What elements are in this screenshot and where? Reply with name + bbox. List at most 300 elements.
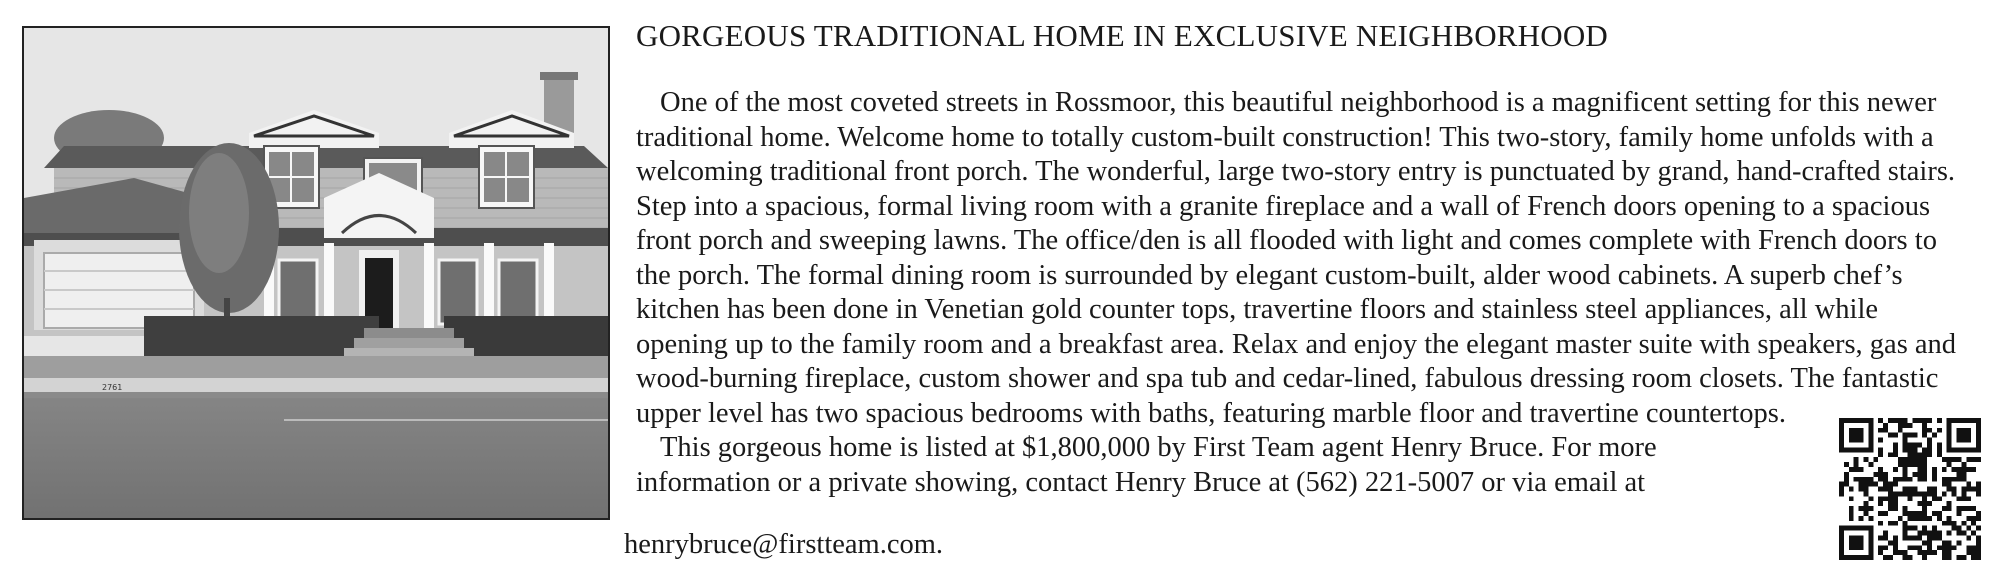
qr-module: [1917, 472, 1922, 477]
qr-module: [1961, 555, 1966, 560]
qr-module: [1888, 506, 1893, 511]
qr-module: [1898, 516, 1903, 521]
qr-module: [1966, 433, 1971, 438]
qr-module: [1947, 477, 1952, 482]
qr-module: [1976, 418, 1981, 423]
qr-module: [1878, 428, 1883, 433]
qr-module: [1903, 472, 1908, 477]
qr-module: [1957, 540, 1962, 545]
qr-module: [1903, 477, 1908, 482]
qr-module: [1922, 555, 1927, 560]
qr-module: [1893, 496, 1898, 501]
qr-module: [1868, 462, 1873, 467]
qr-module: [1863, 506, 1868, 511]
qr-module: [1854, 433, 1859, 438]
qr-module: [1859, 526, 1864, 531]
qr-module: [1957, 506, 1962, 511]
qr-module: [1883, 482, 1888, 487]
qr-module: [1863, 447, 1868, 452]
qr-module: [1844, 472, 1849, 477]
qr-module: [1961, 438, 1966, 443]
qr-code-icon[interactable]: [1839, 418, 1981, 560]
curb-house-number: 2761: [102, 383, 123, 392]
qr-module: [1849, 487, 1854, 492]
qr-module: [1976, 423, 1981, 428]
qr-module: [1839, 545, 1844, 550]
qr-module: [1922, 491, 1927, 496]
qr-module: [1878, 501, 1883, 506]
qr-module: [1961, 418, 1966, 423]
qr-module: [1868, 442, 1873, 447]
qr-module: [1893, 482, 1898, 487]
qr-module: [1952, 418, 1957, 423]
qr-module: [1922, 496, 1927, 501]
qr-module: [1971, 487, 1976, 492]
qr-module: [1922, 472, 1927, 477]
qr-module: [1893, 477, 1898, 482]
qr-module: [1854, 418, 1859, 423]
qr-module: [1878, 418, 1883, 423]
qr-module: [1966, 467, 1971, 472]
qr-module: [1898, 491, 1903, 496]
qr-module: [1966, 487, 1971, 492]
qr-module: [1839, 540, 1844, 545]
qr-module: [1927, 418, 1932, 423]
qr-module: [1912, 511, 1917, 516]
qr-module: [1903, 457, 1908, 462]
qr-module: [1961, 447, 1966, 452]
qr-module: [1839, 491, 1844, 496]
qr-module: [1932, 550, 1937, 555]
qr-module: [1966, 526, 1971, 531]
qr-module: [1908, 545, 1913, 550]
qr-module: [1937, 511, 1942, 516]
qr-module: [1903, 487, 1908, 492]
qr-module: [1908, 555, 1913, 560]
qr-module: [1893, 447, 1898, 452]
qr-module: [1839, 550, 1844, 555]
qr-module: [1947, 433, 1952, 438]
qr-module: [1854, 555, 1859, 560]
qr-module: [1961, 496, 1966, 501]
qr-module: [1947, 516, 1952, 521]
qr-module: [1903, 555, 1908, 560]
qr-module: [1976, 447, 1981, 452]
qr-module: [1971, 467, 1976, 472]
qr-module: [1888, 418, 1893, 423]
qr-module: [1937, 442, 1942, 447]
qr-module: [1898, 428, 1903, 433]
qr-module: [1854, 438, 1859, 443]
qr-module: [1932, 487, 1937, 492]
qr-module: [1883, 511, 1888, 516]
qr-module: [1912, 545, 1917, 550]
qr-module: [1898, 462, 1903, 467]
qr-module: [1922, 423, 1927, 428]
qr-module: [1868, 423, 1873, 428]
qr-module: [1952, 477, 1957, 482]
qr-module: [1908, 477, 1913, 482]
qr-module: [1903, 511, 1908, 516]
qr-module: [1868, 506, 1873, 511]
qr-module: [1947, 423, 1952, 428]
qr-module: [1859, 482, 1864, 487]
qr-module: [1878, 521, 1883, 526]
qr-module: [1868, 531, 1873, 536]
qr-module: [1863, 491, 1868, 496]
qr-module: [1932, 511, 1937, 516]
qr-module: [1912, 487, 1917, 492]
qr-module: [1903, 526, 1908, 531]
qr-module: [1908, 491, 1913, 496]
qr-module: [1932, 526, 1937, 531]
qr-module: [1971, 516, 1976, 521]
qr-module: [1976, 516, 1981, 521]
qr-module: [1917, 457, 1922, 462]
qr-module: [1893, 506, 1898, 511]
qr-module: [1878, 477, 1883, 482]
qr-module: [1927, 447, 1932, 452]
qr-module: [1966, 418, 1971, 423]
qr-module: [1883, 496, 1888, 501]
qr-module: [1888, 496, 1893, 501]
qr-module: [1849, 526, 1854, 531]
qr-module: [1952, 457, 1957, 462]
qr-module: [1849, 447, 1854, 452]
qr-module: [1888, 521, 1893, 526]
qr-module: [1859, 540, 1864, 545]
qr-module: [1908, 516, 1913, 521]
qr-module: [1961, 491, 1966, 496]
qr-module: [1947, 550, 1952, 555]
qr-module: [1859, 438, 1864, 443]
qr-module: [1947, 506, 1952, 511]
qr-module: [1849, 555, 1854, 560]
listing-contact-text: This gorgeous home is listed at $1,800,000 by First Team agent Henry Bruce. For more information or a private showing, contact Henry Bruce at (562) 221-5007 or via email at: [636, 432, 1657, 498]
qr-module: [1893, 467, 1898, 472]
qr-module: [1859, 555, 1864, 560]
qr-module: [1932, 433, 1937, 438]
qr-module: [1961, 428, 1966, 433]
qr-module: [1952, 467, 1957, 472]
qr-module: [1947, 418, 1952, 423]
qr-module: [1922, 467, 1927, 472]
qr-module: [1957, 511, 1962, 516]
qr-module: [1922, 452, 1927, 457]
qr-module: [1912, 457, 1917, 462]
qr-module: [1898, 550, 1903, 555]
qr-module: [1942, 550, 1947, 555]
qr-module: [1859, 477, 1864, 482]
qr-module: [1888, 555, 1893, 560]
qr-module: [1942, 521, 1947, 526]
qr-module: [1976, 555, 1981, 560]
qr-module: [1893, 536, 1898, 541]
qr-module: [1908, 462, 1913, 467]
qr-module: [1966, 457, 1971, 462]
qr-module: [1966, 496, 1971, 501]
qr-module: [1912, 536, 1917, 541]
qr-module: [1922, 428, 1927, 433]
qr-module: [1917, 467, 1922, 472]
qr-module: [1878, 487, 1883, 492]
qr-module: [1863, 482, 1868, 487]
qr-module: [1878, 472, 1883, 477]
qr-module: [1839, 526, 1844, 531]
qr-module: [1903, 438, 1908, 443]
qr-module: [1961, 506, 1966, 511]
qr-module: [1927, 438, 1932, 443]
qr-module: [1873, 457, 1878, 462]
qr-module: [1908, 452, 1913, 457]
qr-module: [1839, 447, 1844, 452]
qr-module: [1883, 423, 1888, 428]
qr-module: [1957, 418, 1962, 423]
qr-module: [1912, 516, 1917, 521]
qr-module: [1893, 501, 1898, 506]
qr-module: [1893, 550, 1898, 555]
qr-module: [1927, 536, 1932, 541]
qr-module: [1952, 521, 1957, 526]
qr-module: [1942, 467, 1947, 472]
qr-module: [1908, 442, 1913, 447]
qr-module: [1883, 472, 1888, 477]
qr-module: [1917, 536, 1922, 541]
qr-module: [1922, 506, 1927, 511]
qr-module: [1839, 531, 1844, 536]
qr-module: [1839, 555, 1844, 560]
qr-module: [1868, 433, 1873, 438]
qr-module: [1976, 491, 1981, 496]
qr-module: [1868, 496, 1873, 501]
qr-module: [1957, 457, 1962, 462]
qr-module: [1859, 516, 1864, 521]
qr-module: [1839, 423, 1844, 428]
qr-module: [1947, 482, 1952, 487]
qr-module: [1961, 487, 1966, 492]
qr-module: [1952, 545, 1957, 550]
qr-module: [1908, 511, 1913, 516]
qr-module: [1893, 545, 1898, 550]
qr-module: [1912, 452, 1917, 457]
qr-module: [1947, 447, 1952, 452]
qr-module: [1903, 506, 1908, 511]
qr-module: [1942, 482, 1947, 487]
qr-module: [1961, 462, 1966, 467]
qr-module: [1927, 545, 1932, 550]
qr-module: [1859, 487, 1864, 492]
qr-module: [1863, 555, 1868, 560]
qr-module: [1903, 433, 1908, 438]
qr-module: [1942, 491, 1947, 496]
qr-module: [1971, 457, 1976, 462]
qr-module: [1976, 428, 1981, 433]
qr-module: [1922, 447, 1927, 452]
qr-module: [1927, 487, 1932, 492]
qr-module: [1957, 496, 1962, 501]
qr-module: [1878, 452, 1883, 457]
qr-module: [1971, 447, 1976, 452]
qr-module: [1868, 438, 1873, 443]
qr-module: [1893, 452, 1898, 457]
qr-module: [1859, 433, 1864, 438]
qr-module: [1839, 418, 1844, 423]
qr-module: [1903, 467, 1908, 472]
qr-module: [1976, 433, 1981, 438]
qr-module: [1878, 438, 1883, 443]
qr-module: [1966, 482, 1971, 487]
qr-module: [1844, 477, 1849, 482]
qr-module: [1868, 545, 1873, 550]
qr-module: [1971, 531, 1976, 536]
qr-module: [1878, 536, 1883, 541]
qr-module: [1957, 555, 1962, 560]
qr-module: [1927, 442, 1932, 447]
qr-module: [1893, 491, 1898, 496]
qr-module: [1917, 477, 1922, 482]
qr-module: [1971, 545, 1976, 550]
qr-module: [1912, 433, 1917, 438]
qr-module: [1893, 418, 1898, 423]
qr-module: [1863, 418, 1868, 423]
qr-module: [1859, 467, 1864, 472]
qr-module: [1957, 472, 1962, 477]
qr-module: [1961, 467, 1966, 472]
qr-module: [1952, 487, 1957, 492]
qr-module: [1878, 550, 1883, 555]
qr-module: [1937, 447, 1942, 452]
qr-module: [1863, 526, 1868, 531]
qr-module: [1883, 531, 1888, 536]
qr-module: [1912, 447, 1917, 452]
qr-module: [1927, 516, 1932, 521]
qr-module: [1927, 550, 1932, 555]
qr-module: [1839, 482, 1844, 487]
qr-module: [1917, 516, 1922, 521]
qr-module: [1863, 477, 1868, 482]
qr-module: [1937, 496, 1942, 501]
qr-module: [1849, 467, 1854, 472]
qr-module: [1917, 511, 1922, 516]
qr-module: [1957, 467, 1962, 472]
qr-module: [1927, 452, 1932, 457]
agent-email[interactable]: henrybruce@firstteam.com.: [624, 529, 944, 560]
qr-module: [1976, 442, 1981, 447]
qr-module: [1947, 521, 1952, 526]
qr-module: [1976, 550, 1981, 555]
qr-module: [1966, 516, 1971, 521]
qr-module: [1961, 472, 1966, 477]
qr-module: [1893, 521, 1898, 526]
qr-module: [1878, 511, 1883, 516]
qr-module: [1888, 482, 1893, 487]
qr-module: [1908, 457, 1913, 462]
qr-module: [1971, 418, 1976, 423]
qr-module: [1844, 555, 1849, 560]
qr-module: [1942, 477, 1947, 482]
qr-module: [1854, 540, 1859, 545]
qr-module: [1893, 540, 1898, 545]
qr-module: [1947, 501, 1952, 506]
qr-module: [1917, 462, 1922, 467]
qr-module: [1917, 442, 1922, 447]
qr-module: [1932, 531, 1937, 536]
qr-module: [1947, 487, 1952, 492]
qr-module: [1854, 526, 1859, 531]
qr-module: [1849, 516, 1854, 521]
qr-module: [1868, 550, 1873, 555]
qr-module: [1849, 418, 1854, 423]
qr-module: [1868, 477, 1873, 482]
qr-module: [1957, 428, 1962, 433]
listing-photo: [22, 26, 610, 520]
qr-module: [1947, 462, 1952, 467]
qr-module: [1922, 418, 1927, 423]
qr-module: [1839, 536, 1844, 541]
qr-module: [1903, 491, 1908, 496]
qr-module: [1957, 447, 1962, 452]
qr-module: [1937, 428, 1942, 433]
qr-module: [1957, 526, 1962, 531]
qr-module: [1947, 545, 1952, 550]
qr-module: [1868, 447, 1873, 452]
qr-module: [1898, 418, 1903, 423]
qr-module: [1849, 433, 1854, 438]
qr-code-graphic: [1839, 418, 1981, 560]
qr-module: [1942, 545, 1947, 550]
qr-module: [1966, 545, 1971, 550]
qr-module: [1844, 482, 1849, 487]
qr-module: [1854, 428, 1859, 433]
qr-module: [1927, 491, 1932, 496]
qr-module: [1883, 555, 1888, 560]
qr-module: [1961, 433, 1966, 438]
qr-module: [1976, 457, 1981, 462]
qr-module: [1839, 487, 1844, 492]
qr-module: [1898, 423, 1903, 428]
qr-module: [1976, 482, 1981, 487]
qr-module: [1937, 545, 1942, 550]
qr-module: [1908, 487, 1913, 492]
qr-module: [1937, 516, 1942, 521]
qr-module: [1908, 526, 1913, 531]
qr-module: [1922, 433, 1927, 438]
qr-module: [1903, 447, 1908, 452]
qr-module: [1922, 531, 1927, 536]
qr-module: [1854, 447, 1859, 452]
qr-module: [1932, 496, 1937, 501]
qr-module: [1863, 487, 1868, 492]
qr-module: [1903, 550, 1908, 555]
qr-module: [1976, 487, 1981, 492]
qr-module: [1903, 423, 1908, 428]
qr-module: [1859, 428, 1864, 433]
qr-module: [1868, 540, 1873, 545]
qr-module: [1912, 526, 1917, 531]
qr-module: [1873, 472, 1878, 477]
qr-module: [1912, 472, 1917, 477]
qr-module: [1947, 438, 1952, 443]
qr-module: [1927, 428, 1932, 433]
qr-module: [1859, 536, 1864, 541]
qr-module: [1957, 438, 1962, 443]
qr-module: [1839, 433, 1844, 438]
qr-module: [1878, 447, 1883, 452]
qr-module: [1917, 545, 1922, 550]
qr-module: [1917, 531, 1922, 536]
qr-module: [1868, 482, 1873, 487]
qr-module: [1976, 540, 1981, 545]
